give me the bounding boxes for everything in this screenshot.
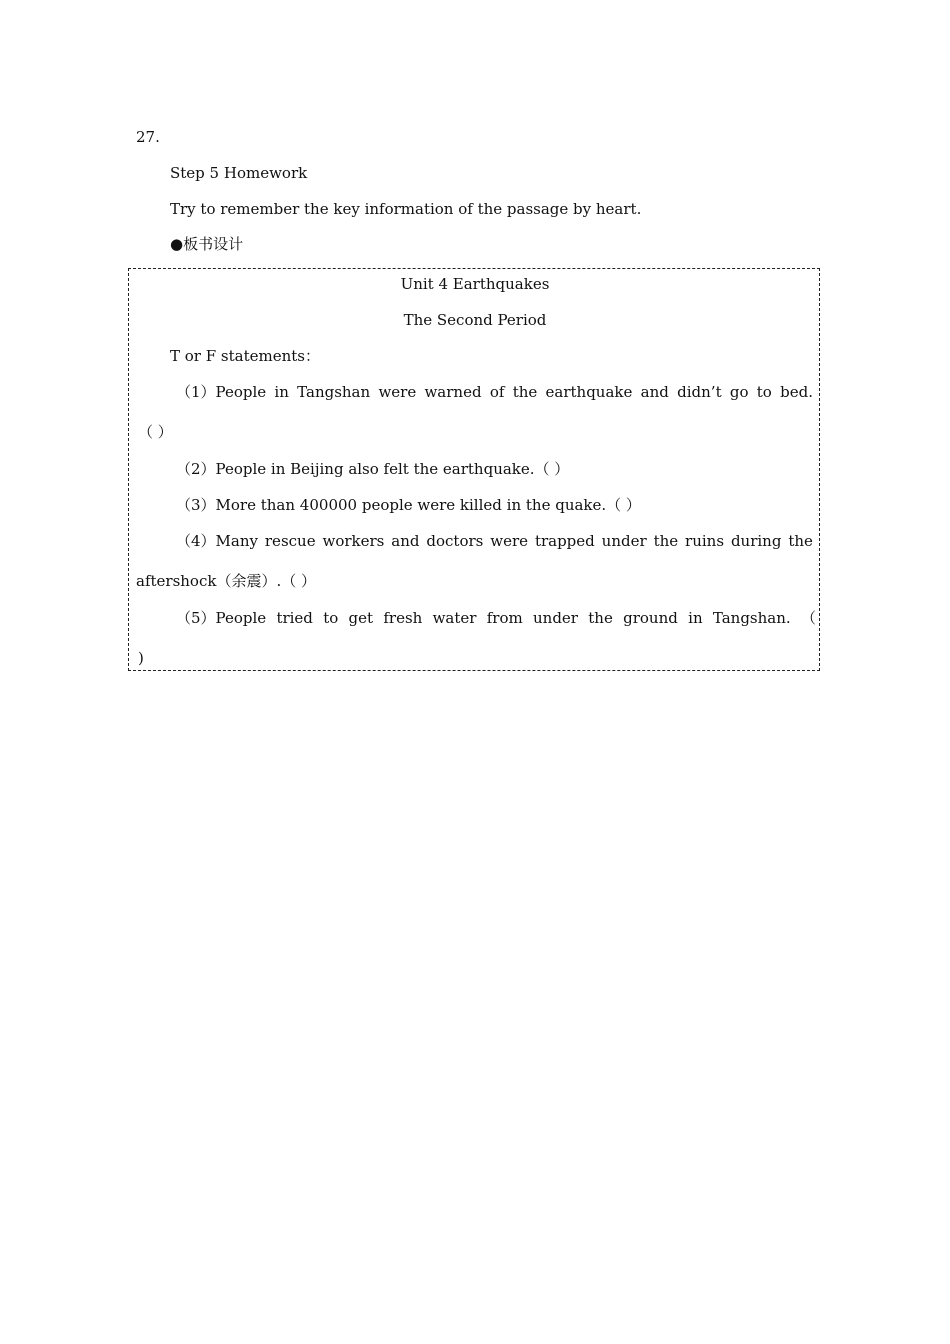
- statement-2: （2）People in Beijing also felt the earthquake.（ ）: [176, 460, 570, 478]
- board-subtitle: The Second Period: [403, 311, 547, 329]
- statement-5-line-2: ): [138, 649, 144, 667]
- statement-5-line-1: （5）People tried to get fresh water from under the ground in Tangshan. （: [176, 609, 816, 627]
- board-title: Unit 4 Earthquakes: [400, 275, 550, 293]
- statement-3: （3）More than 400000 people were killed in the quake.（ ）: [176, 496, 641, 514]
- board-design-heading: ●板书设计: [170, 235, 244, 253]
- statement-1-line-1: （1）People in Tangshan were warned of the earthquake and didn’t go to bed.: [176, 383, 813, 401]
- homework-text: Try to remember the key information of the passage by heart.: [170, 200, 642, 218]
- homework-heading: Step 5 Homework: [170, 164, 308, 182]
- statement-4-line-1: （4）Many rescue workers and doctors were trapped under the ruins during the: [176, 532, 813, 550]
- statement-1-answer-blank: （ ）: [138, 423, 173, 441]
- tf-intro: T or F statements：: [170, 347, 320, 365]
- question-number: 27.: [136, 128, 160, 146]
- statement-4-line-2: aftershock（余震）.（ ）: [136, 572, 316, 590]
